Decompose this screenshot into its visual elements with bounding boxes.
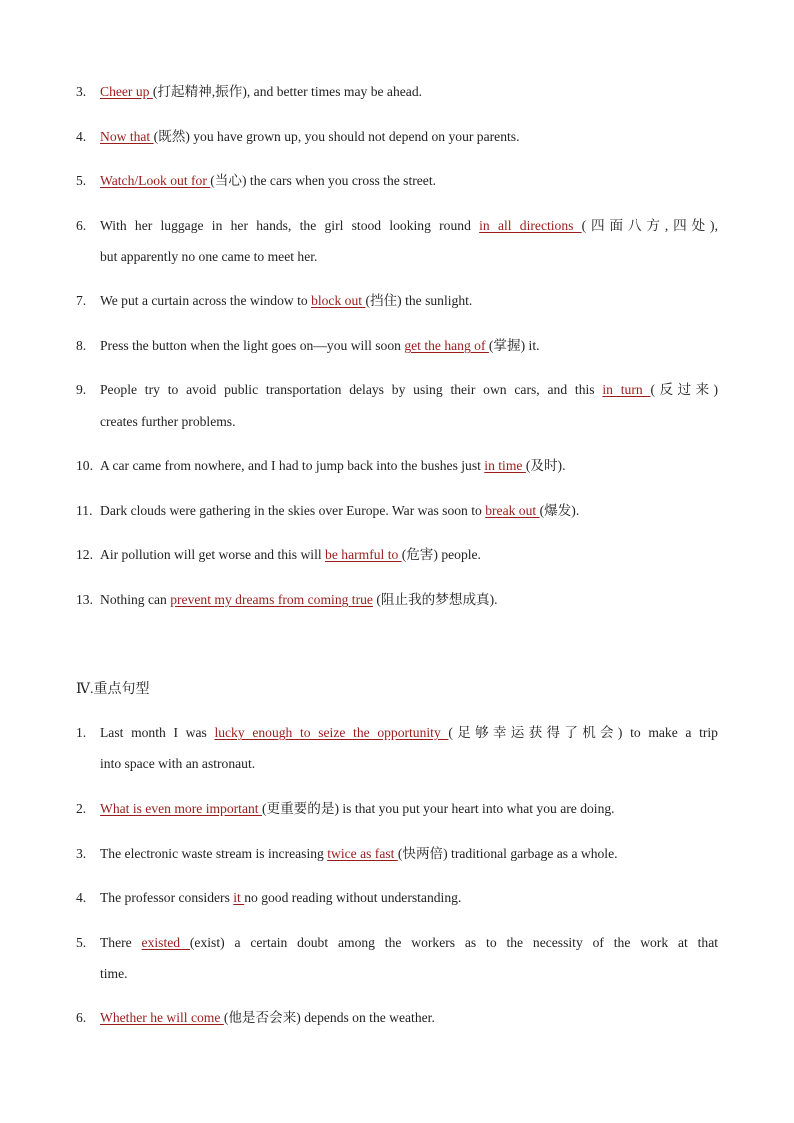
answer-text: in time	[484, 458, 526, 473]
item-continuation: but apparently no one came to meet her.	[100, 249, 318, 264]
list-item	[76, 793, 718, 824]
list-item	[76, 838, 718, 869]
item-text: (四面八方,四处),	[581, 218, 718, 233]
item-text: (挡住) the sunlight.	[365, 293, 473, 308]
item-number: 1.	[76, 725, 87, 740]
item-text: Air pollution will get worse and this will	[100, 547, 326, 562]
item-number: 12.	[76, 547, 93, 562]
item-text: People try to avoid public transportation delays by using their own cars, and this	[100, 382, 603, 397]
item-text: With her luggage in her hands, the girl stood looking round	[100, 218, 480, 233]
list-item	[76, 285, 718, 316]
list-item	[76, 927, 718, 958]
item-text: (阻止我的梦想成真).	[372, 592, 498, 607]
item-text: (更重要的是) is that you put your heart into what you are doing.	[261, 801, 615, 816]
item-text: (危害) people.	[401, 547, 481, 562]
list-item	[76, 717, 718, 748]
answer-text: What is even more important	[100, 801, 262, 816]
list-item	[76, 495, 718, 526]
item-text: Last month I was	[100, 725, 215, 740]
item-number: 8.	[76, 338, 87, 353]
item-text: (既然) you have grown up, you should not depend on your parents.	[153, 129, 520, 144]
answer-text: in turn	[602, 382, 651, 397]
item-text: We put a curtain across the window to	[100, 293, 312, 308]
list-item	[76, 210, 718, 241]
list-item	[76, 450, 718, 481]
item-text: (exist) a certain doubt among the workers as to the necessity of the work at that	[189, 935, 719, 950]
item-text: There	[100, 935, 142, 950]
item-text: (快两倍) traditional garbage as a whole.	[397, 846, 618, 861]
item-number: 13.	[76, 592, 93, 607]
item-number: 6.	[76, 1010, 87, 1025]
answer-text: Now that	[100, 129, 154, 144]
item-number: 2.	[76, 801, 87, 816]
answer-text: it	[233, 890, 245, 905]
item-text: (足够幸运获得了机会) to make a trip	[448, 725, 718, 740]
item-number: 7.	[76, 293, 87, 308]
list-item	[76, 584, 718, 615]
item-number: 3.	[76, 84, 87, 99]
answer-text: in all directions	[479, 218, 582, 233]
list-item	[76, 121, 718, 152]
section-heading: Ⅳ.重点句型	[76, 682, 150, 697]
item-number: 3.	[76, 846, 87, 861]
item-continuation: creates further problems.	[100, 414, 236, 429]
item-number: 9.	[76, 382, 87, 397]
item-number: 11.	[76, 503, 93, 518]
item-text: (及时).	[525, 458, 566, 473]
item-text: (爆发).	[539, 503, 580, 518]
item-continuation: into space with an astronaut.	[100, 756, 256, 771]
item-number: 5.	[76, 173, 87, 188]
item-text: no good reading without understanding.	[244, 890, 462, 905]
item-text: A car came from nowhere, and I had to jump back into the bushes just	[100, 458, 485, 473]
item-number: 5.	[76, 935, 87, 950]
answer-text: break out	[485, 503, 540, 518]
answer-text: lucky enough to seize the opportunity	[214, 725, 449, 740]
item-number: 4.	[76, 129, 87, 144]
answer-text: be harmful to	[325, 547, 402, 562]
item-number: 6.	[76, 218, 87, 233]
answer-text: Watch/Look out for	[100, 173, 211, 188]
item-text: (他是否会来) depends on the weather.	[223, 1010, 435, 1025]
list-item	[76, 882, 718, 913]
list-item	[76, 1002, 718, 1033]
item-text: (当心) the cars when you cross the street.	[210, 173, 437, 188]
item-text: The electronic waste stream is increasing	[100, 846, 328, 861]
answer-text: get the hang of	[404, 338, 489, 353]
list-item	[76, 76, 718, 107]
list-item	[76, 330, 718, 361]
list-item	[76, 165, 718, 196]
item-continuation: time.	[100, 966, 128, 981]
item-text: Dark clouds were gathering in the skies over Europe. War was soon to	[100, 503, 486, 518]
answer-text: block out	[311, 293, 366, 308]
list-item	[76, 374, 718, 405]
list-item	[76, 539, 718, 570]
item-text: Press the button when the light goes on—you will soon	[100, 338, 405, 353]
item-text: Nothing can	[100, 592, 171, 607]
answer-text: existed	[141, 935, 190, 950]
answer-text: Cheer up	[100, 84, 153, 99]
answer-text: Whether he will come	[100, 1010, 224, 1025]
item-number: 10.	[76, 458, 93, 473]
item-text: (掌握) it.	[488, 338, 540, 353]
item-text: The professor considers	[100, 890, 234, 905]
answer-text: twice as fast	[327, 846, 398, 861]
item-number: 4.	[76, 890, 87, 905]
item-text: (反过来)	[650, 382, 718, 397]
answer-text: prevent my dreams from coming true	[170, 592, 373, 607]
item-text: (打起精神,振作), and better times may be ahead.	[152, 84, 423, 99]
